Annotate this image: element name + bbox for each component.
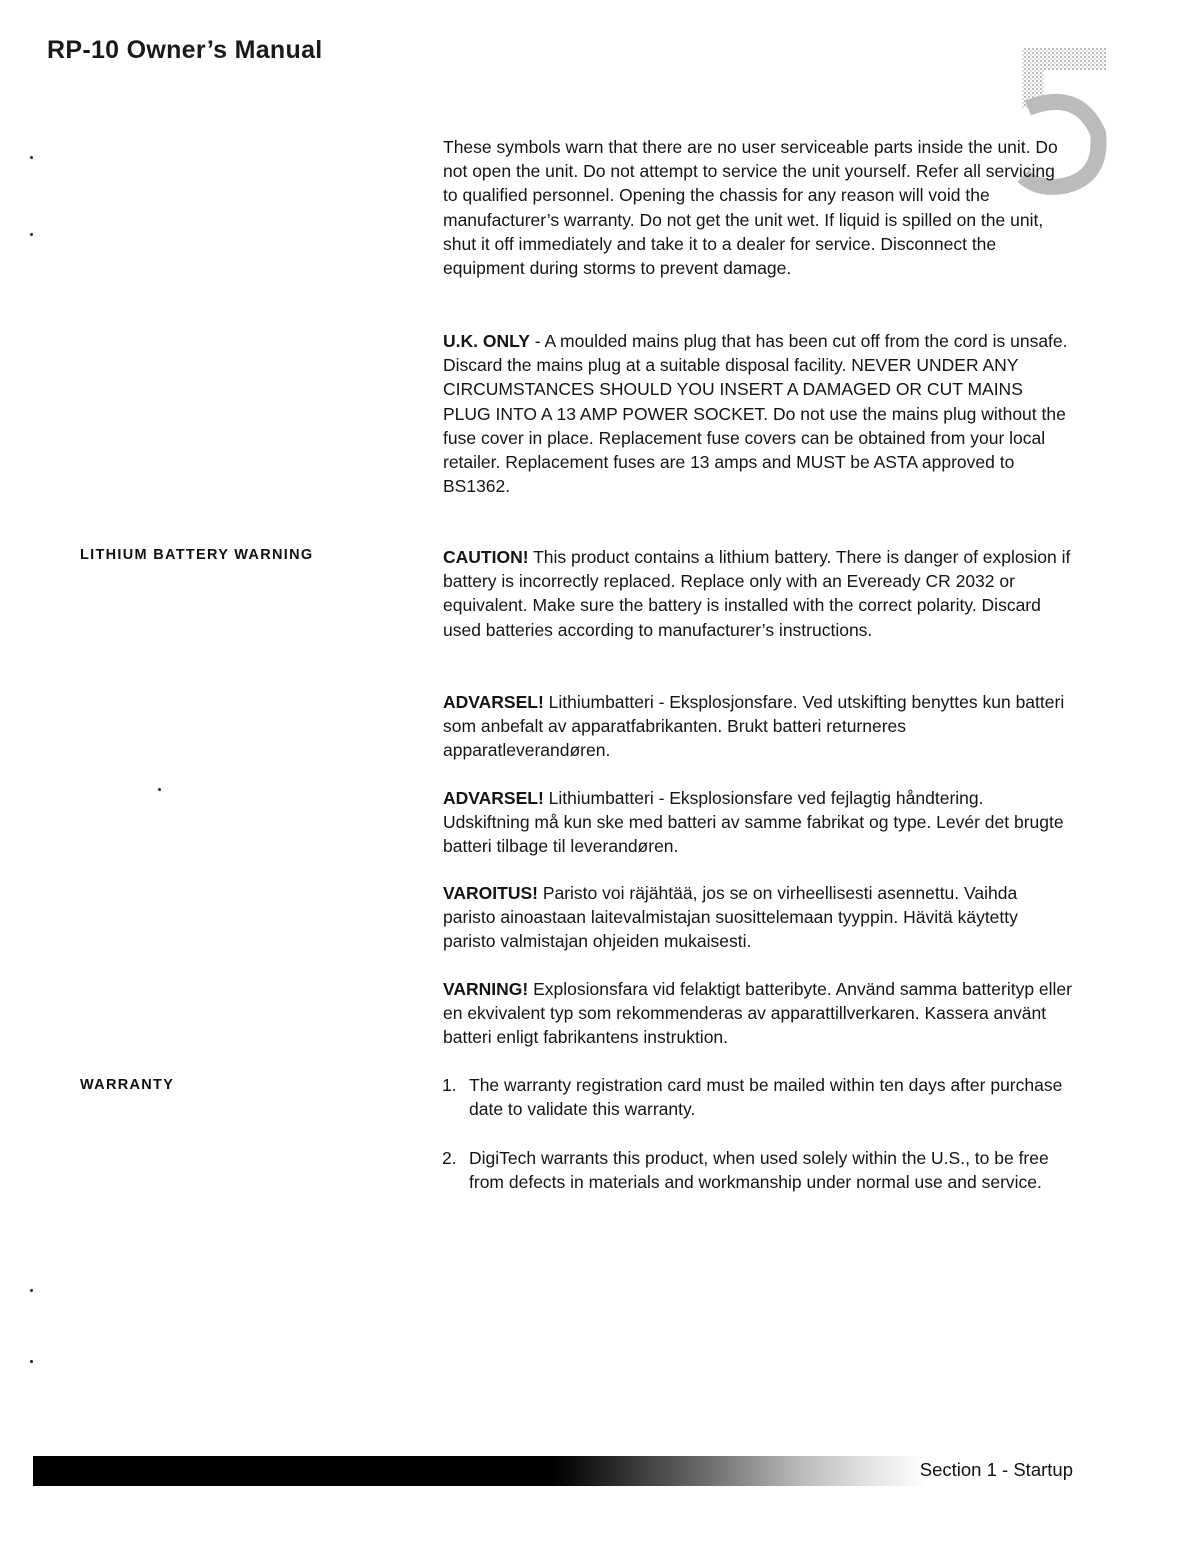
- page-header-title: RP-10 Owner’s Manual: [47, 36, 323, 64]
- finnish-text: Paristo voi räjähtää, jos se on virheellisesti asennettu. Vaihda paristo ainoastaan laitevalmistajan suosittelemaan tyyppin. Hävitä käytetty paristo valmistajan ohjeiden mukaisesti.: [443, 883, 1018, 952]
- list-item: [442, 1146, 1082, 1194]
- list-item-number: 2.: [442, 1148, 457, 1168]
- norwegian-lead: ADVARSEL!: [443, 692, 544, 712]
- warranty-label: WARRANTY: [80, 1077, 175, 1093]
- service-warning-text: These symbols warn that there are no user serviceable parts inside the unit. Do not open the unit. Do not attempt to service the unit yourself. Refer all servicing to qualified personnel. Opening the chassis for any reason will void the manufacturer’s warranty. Do not get the unit wet. If liquid is spilled on the unit, shut it off immediately and take it to a dealer for service. Disconnect the equipment during storms to prevent damage.: [443, 137, 1058, 279]
- list-item: [442, 1073, 1082, 1121]
- caution-lead: CAUTION!: [443, 547, 529, 567]
- list-item-number: 1.: [442, 1075, 457, 1095]
- swedish-lead: VARNING!: [443, 979, 529, 999]
- caution-text: This product contains a lithium battery. There is danger of explosion if battery is incorrectly replaced. Replace only with an Eveready CR 2032 or equivalent. Make sure the battery is installed with the correct polarity. Discard used batteries according to manufacturer’s instructions.: [443, 547, 1071, 640]
- norwegian-text: Lithiumbatteri - Eksplosjonsfare. Ved utskifting benyttes kun batteri som anbefalt av apparatfabrikanten. Brukt batteri returneres apparatleverandøren.: [443, 692, 1065, 761]
- list-item-text: DigiTech warrants this product, when used solely within the U.S., to be free from defects in materials and workmanship under normal use and service.: [469, 1148, 1049, 1193]
- lithium-battery-warning-label: LITHIUM BATTERY WARNING: [80, 547, 314, 563]
- scan-speck: [30, 233, 33, 236]
- footer-bar: [33, 1456, 1073, 1486]
- scan-speck: [30, 156, 33, 159]
- danish-lead: ADVARSEL!: [443, 788, 544, 808]
- section-number-text: 5: [1055, 160, 1061, 171]
- caution-paragraph: [443, 545, 1073, 642]
- finnish-warning-paragraph: [443, 881, 1073, 954]
- danish-text: Lithiumbatteri - Eksplosionsfare ved fejlagtig håndtering. Udskiftning må kun ske med batteri av samme fabrikat og type. Levér det brugte batteri tilbage til leverandøren.: [443, 788, 1064, 857]
- uk-only-text: - A moulded mains plug that has been cut off from the cord is unsafe. Discard the mains plug at a suitable disposal facility. NEVER UNDER ANY CIRCUMSTANCES SHOULD YOU INSERT A DAMAGED OR CUT MAINS PLUG INTO A 13 AMP POWER SOCKET. Do not use the mains plug without the fuse cover in place. Replacement fuse covers can be obtained from your local retailer. Replacement fuses are 13 amps and MUST be ASTA approved to BS1362.: [443, 331, 1068, 497]
- service-warning-paragraph: [443, 135, 1073, 280]
- uk-only-paragraph: [443, 329, 1073, 498]
- swedish-warning-paragraph: [443, 977, 1073, 1050]
- swedish-text: Explosionsfara vid felaktigt batteribyte. Använd samma batterityp eller en ekvivalent typ som rekommenderas av apparattillverkaren. Kassera använt batteri enligt fabrikantens instruktion.: [443, 979, 1072, 1048]
- scan-speck: [30, 1360, 33, 1363]
- finnish-lead: VAROITUS!: [443, 883, 538, 903]
- scan-speck: [158, 788, 161, 791]
- scan-speck: [30, 1289, 33, 1292]
- list-item-text: The warranty registration card must be mailed within ten days after purchase date to validate this warranty.: [469, 1075, 1063, 1120]
- danish-warning-paragraph: [443, 786, 1073, 859]
- footer-section-label: Section 1 - Startup: [919, 1459, 1073, 1480]
- uk-only-lead: U.K. ONLY: [443, 331, 530, 351]
- norwegian-warning-paragraph: [443, 690, 1073, 763]
